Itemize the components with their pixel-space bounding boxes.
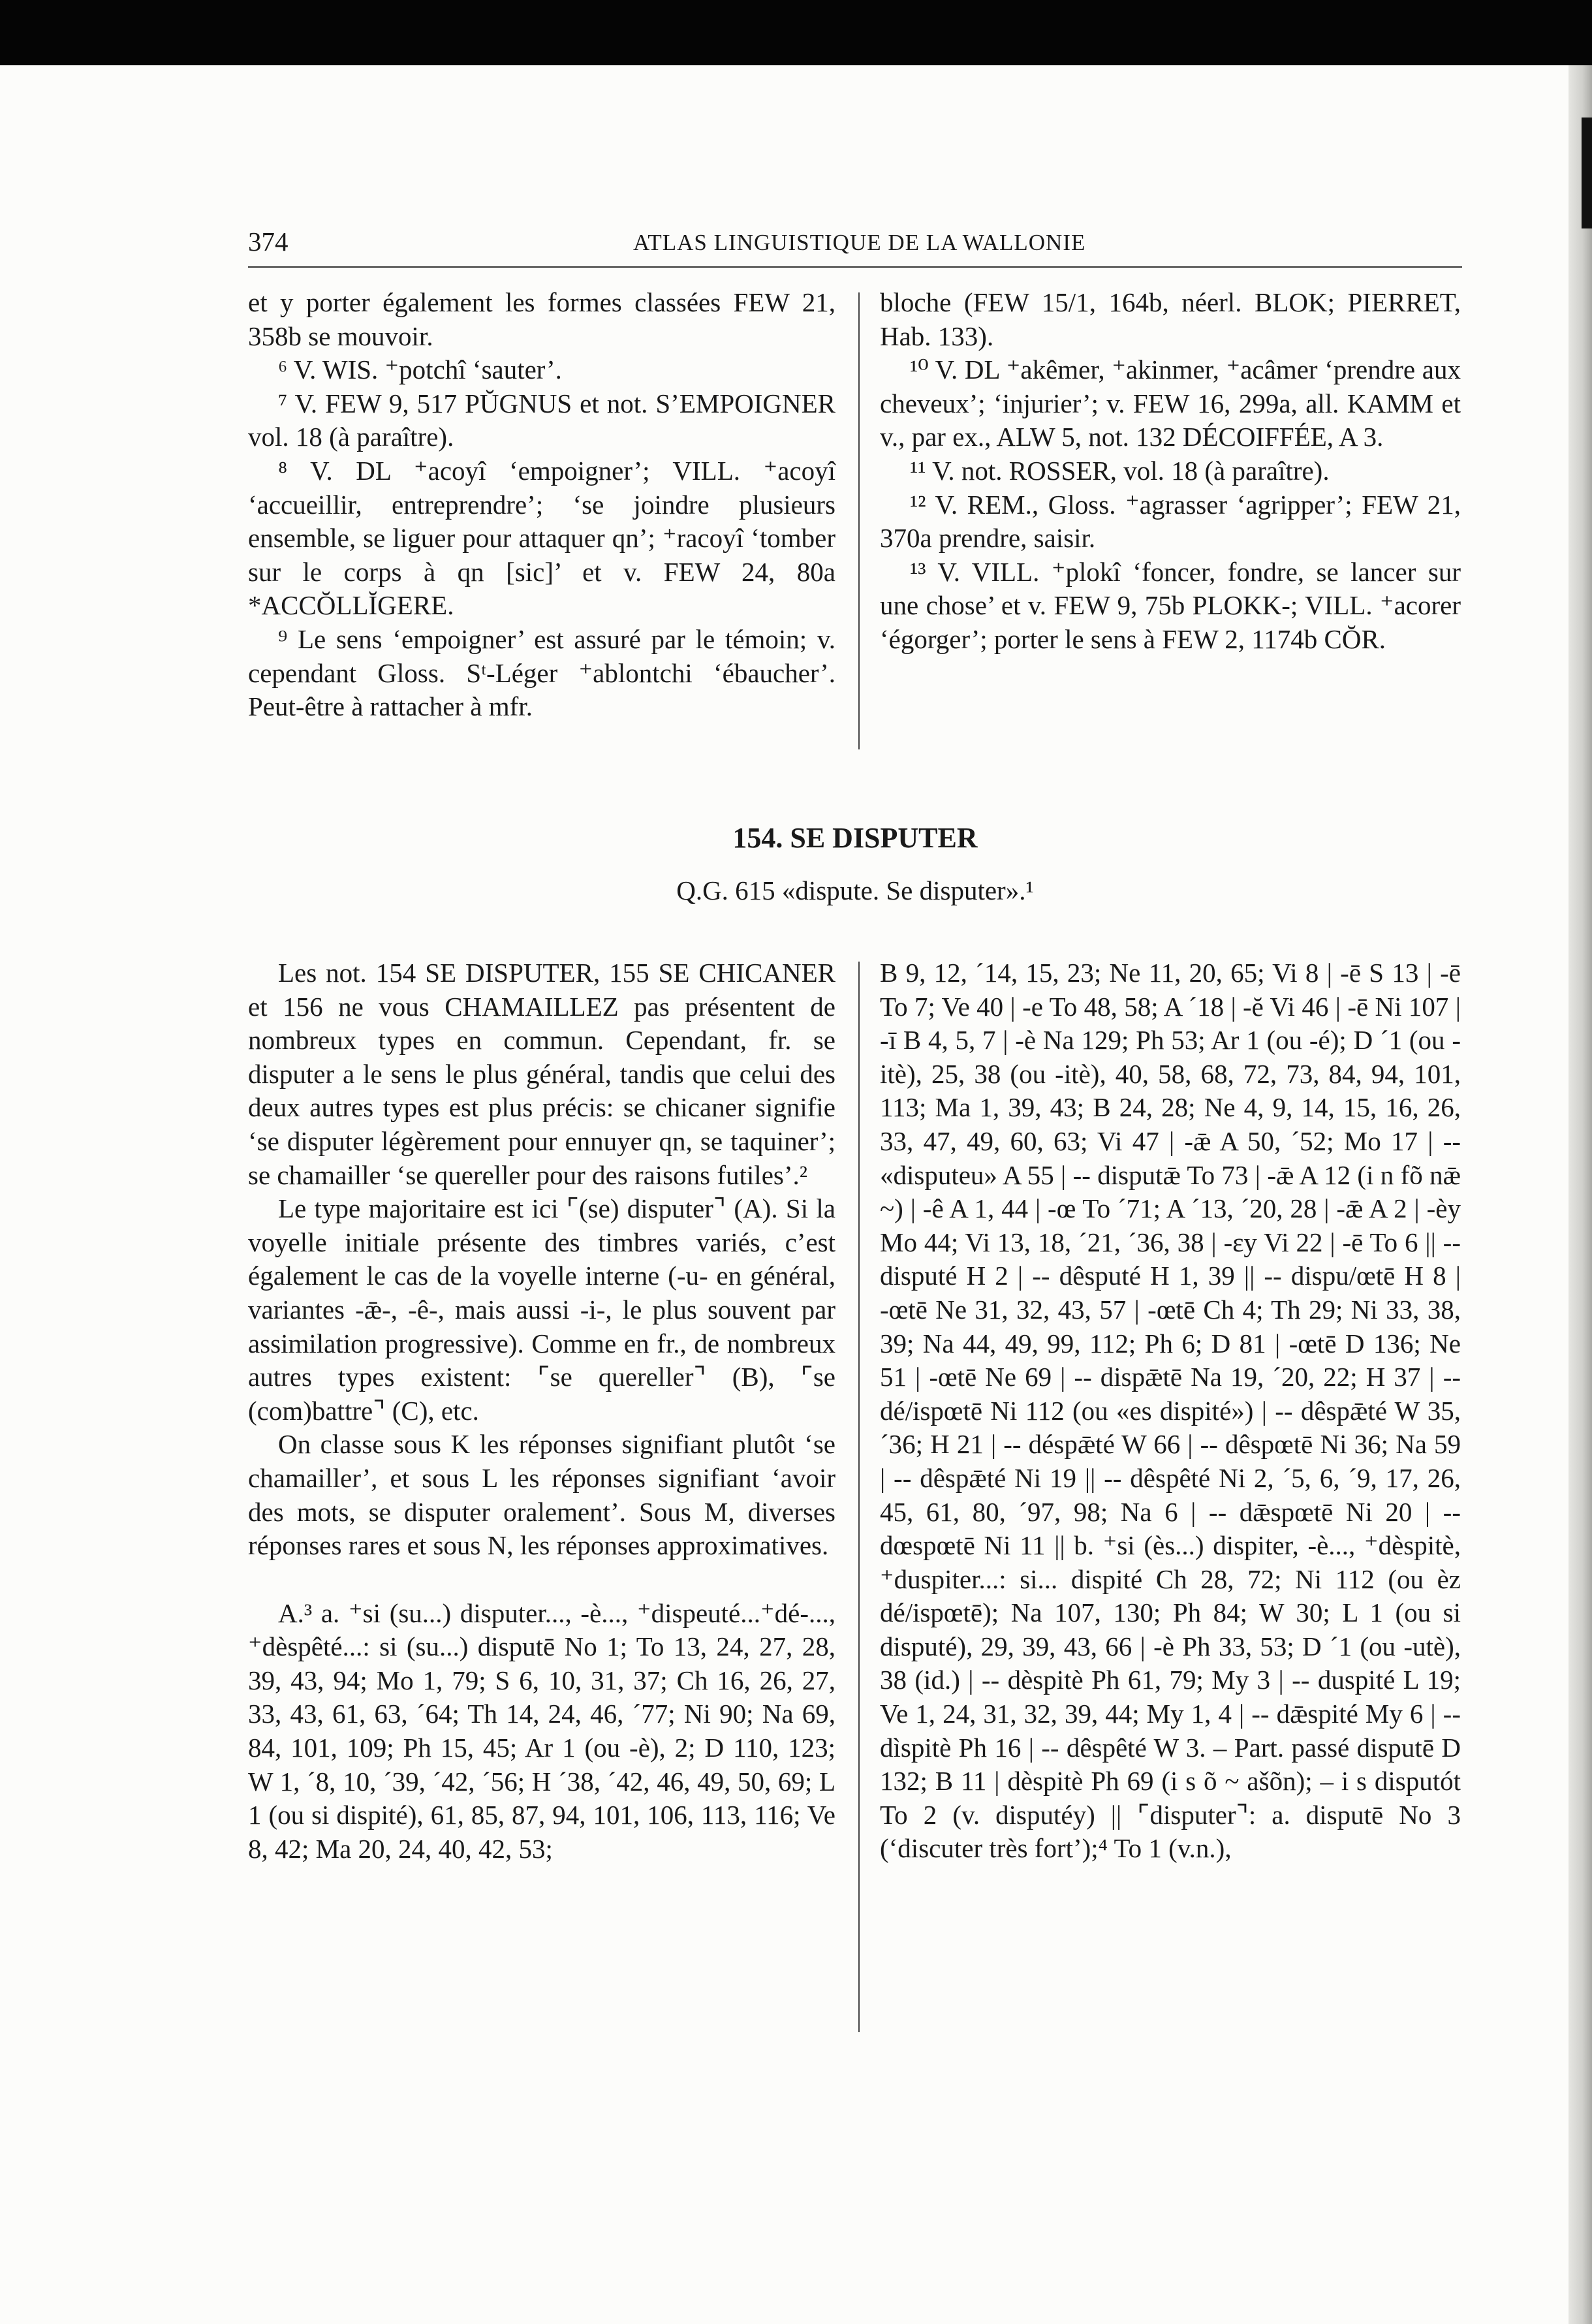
body-paragraph: B 9, 12, ´14, 15, 23; Ne 11, 20, 65; Vi 8 | -ē S 13 | -ē To 7; Ve 40 | -e To 48, 58; A ´18 | -ĕ Vi 46 | -ē Ni 107 | -ī B 4, 5, 7 | -è Na 129; Ph 53; Ar 1 (ou -é); D ´1 (ou -itè), 25, 38 (ou -itè), 40, 58, 68, 72, 73, 84, 94, 101, 113; Ma 1, 39, 43; B 24, 28; Ne 4, 9, 14, 15, 16, 26, 33, 47, 49, 60, 63; Vi 47 | -ǣ A 50, ´52; Mo 17 | -- «disputeu» A 55 | -- disputǣ To 73 | -ǣ A 12 (i n fõ nǣ ~) | -ê A 1, 44 | -œ To ´71; A ´13, ´20, 28 | -ǣ A 2 | -èy Mo 44; Vi 13, 18, ´21, ´36, 38 | -ɛy Vi 22 | -ē To 6 || -- disputé H 2 | -- dêsputé H 1, 39 || -- dispu/œtē H 8 | -œtē Ne 31, 32, 43, 57 | -œtē Ch 4; Th 29; Ni 33, 38, 39; Na 44, 49, 99, 112; Ph 6; D 81 | -œtē D 136; Ne 51 | -œtē Ne 69 | -- dispǣtē Na 19, ´20, 22; H 37 | -- dé/ispœtē Ni 112 (ou «es dispité») | -- dêspǣté W 35, ´36; H 21 | -- déspǣté W 66 | -- dêspœtē Ni 36; Na 59 | -- dêspǣté Ni 19 || -- dêspêté Ni 2, ´5, 6, ´9, 17, 26, 45, 61, 80, ´97, 98; Na 6 | -- dǣspœtē Ni 20 | -- dœspœtē Ni 11 || b. ⁺si (ès...) dispiter, -è..., ⁺dèspitè, ⁺duspiter...: si... dispité Ch 28, 72; Ni 112 (ou èz dé/ispœtē); Na 107, 130; Ph 84; W 30; L 1 (ou si disputé), 29, 39, 43, 66 | -è Ph 33, 53; D ´1 (ou -utè), 38 (id.) | -- dèspitè Ph 61, 79; My 3 | -- duspité L 19; Ve 1, 24, 31, 32, 39, 44; My 1, 4 | -- dǣspité My 6 | -- dìspitè Ph 16 | -- dêspêté W 3. – Part. passé disputē D 132; B 11 | dèspitè Ph 69 (i s õ ~ ašõn); – i s disputót To 2 (v. disputéy) || ⌜disputer⌝: a. disputē No 3 (‘discuter très fort’);⁴ To 1 (v.n.),	[880, 958, 1461, 1864]
footnote-paragraph: ¹² V. REM., Gloss. ⁺agrasser ‘agripper’; FEW 21, 370a prendre, saisir.	[880, 489, 1461, 554]
footnote-paragraph: et y porter également les formes classées FEW 21, 358b se mouvoir.	[248, 287, 835, 351]
scan-top-border	[0, 0, 1592, 65]
footnote-paragraph: ⁹ Le sens ‘empoigner’ est assuré par le témoin; v. cependant Gloss. Sᵗ-Léger ⁺ablontchi ‘ébaucher’. Peut-être à rattacher à mfr.	[248, 623, 835, 722]
footnote-paragraph: ⁸ V. DL ⁺acoyî ‘empoigner’; VILL. ⁺acoyî ‘accueillir, entreprendre’; ‘se joindre plusieurs ensemble, se liguer pour attaquer qn’; ⁺racoyî ‘tomber sur le corps à qn [sic]’ et v. FEW 24, 80a *ACCŎLLĬGERE.	[248, 455, 835, 621]
footnote-paragraph: ¹⁰ V. DL ⁺akêmer, ⁺akinmer, ⁺acâmer ‘prendre aux cheveux’; ‘injurier’; v. FEW 16, 299a, all. KAMM et v., par ex., ALW 5, not. 132 DÉCOIFFÉE, A 3.	[880, 354, 1461, 452]
header-rule	[248, 266, 1462, 268]
footnote-paragraph: ¹¹ V. not. ROSSER, vol. 18 (à paraître).	[910, 455, 1330, 486]
body-paragraph: A.³ a. ⁺si (su...) disputer..., -è..., ⁺dispeuté...⁺dé-..., ⁺dèspêté...: si (su...) disputē No 1; To 13, 24, 27, 28, 39, 43, 94; Mo 1, 79; S 6, 10, 31, 37; Ch 16, 26, 27, 33, 43, 61, 63, ´64; Th 14, 24, 46, ´77; Ni 90; Na 69, 84, 101, 109; Ph 15, 45; Ar 1 (ou -è), 2; D 110, 123; W 1, ´8, 10, ´39, ´42, ´56; H ´38, ´42, 46, 49, 50, 69; L 1 (ou si dispité), 61, 85, 87, 94, 101, 106, 113, 116; Ve 8, 42; Ma 20, 24, 40, 42, 53;	[248, 1597, 835, 1864]
main-text-left	[248, 956, 835, 1866]
section-title: 154. SE DISPUTER	[732, 822, 978, 854]
running-head	[248, 226, 1462, 265]
page-number: 374	[248, 227, 289, 257]
footnote-paragraph: bloche (FEW 15/1, 164b, néerl. BLOK; PIERRET, Hab. 133).	[880, 287, 1461, 351]
footnote-paragraph: ⁷ V. FEW 9, 517 PŬGNUS et not. S’EMPOIGNER vol. 18 (à paraître).	[248, 388, 835, 452]
footnotes-right	[880, 286, 1461, 657]
body-paragraph: Les not. 154 SE DISPUTER, 155 SE CHICANER et 156 ne vous CHAMAILLEZ pas présentent de nombreux types en commun. Cependant, fr. se disputer a le sens le plus général, tandis que celui des deux autres types est plus précis: se chicaner signifie ‘se disputer légèrement pour ennuyer qn, se taquiner’; se chamailler ‘se quereller pour des raisons futiles’.²	[248, 958, 835, 1190]
scan-edge-mark	[1582, 118, 1592, 228]
main-text-right	[880, 956, 1461, 1866]
footnote-paragraph: ¹³ V. VILL. ⁺plokî ‘foncer, fondre, se lancer sur une chose’ et v. FEW 9, 75b PLOKK-; VILL. ⁺acorer ‘égorger’; porter le sens à FEW 2, 1174b CŎR.	[880, 556, 1461, 654]
book-title: ATLAS LINGUISTIQUE DE LA WALLONIE	[633, 230, 1086, 255]
column-divider	[858, 962, 860, 2032]
body-paragraph: Le type majoritaire est ici ⌜(se) disputer⌝ (A). Si la voyelle initiale présente des timbres variés, c’est également le cas de la voyelle interne (-u- en général, variantes -ǣ-, -ê-, mais aussi -i-, le plus souvent par assimilation progressive). Comme en fr., de nombreux autres types existent: ⌜se quereller⌝ (B), ⌜se (com)battre⌝ (C), etc.	[248, 1193, 835, 1426]
section-subtitle: Q.G. 615 «dispute. Se disputer».¹	[676, 875, 1034, 905]
footnote-paragraph: ⁶ V. WIS. ⁺potchî ‘sauter’.	[278, 354, 562, 385]
scan-right-edge	[1569, 65, 1592, 2324]
column-divider	[858, 292, 860, 749]
body-paragraph: On classe sous K les réponses signifiant plutôt ‘se chamailler’, et sous L les réponses signifiant ‘avoir des mots, se disputer oralement’. Sous M, diverses réponses rares et sous N, les réponses approximatives.	[248, 1429, 835, 1561]
footnotes-left	[248, 286, 835, 724]
